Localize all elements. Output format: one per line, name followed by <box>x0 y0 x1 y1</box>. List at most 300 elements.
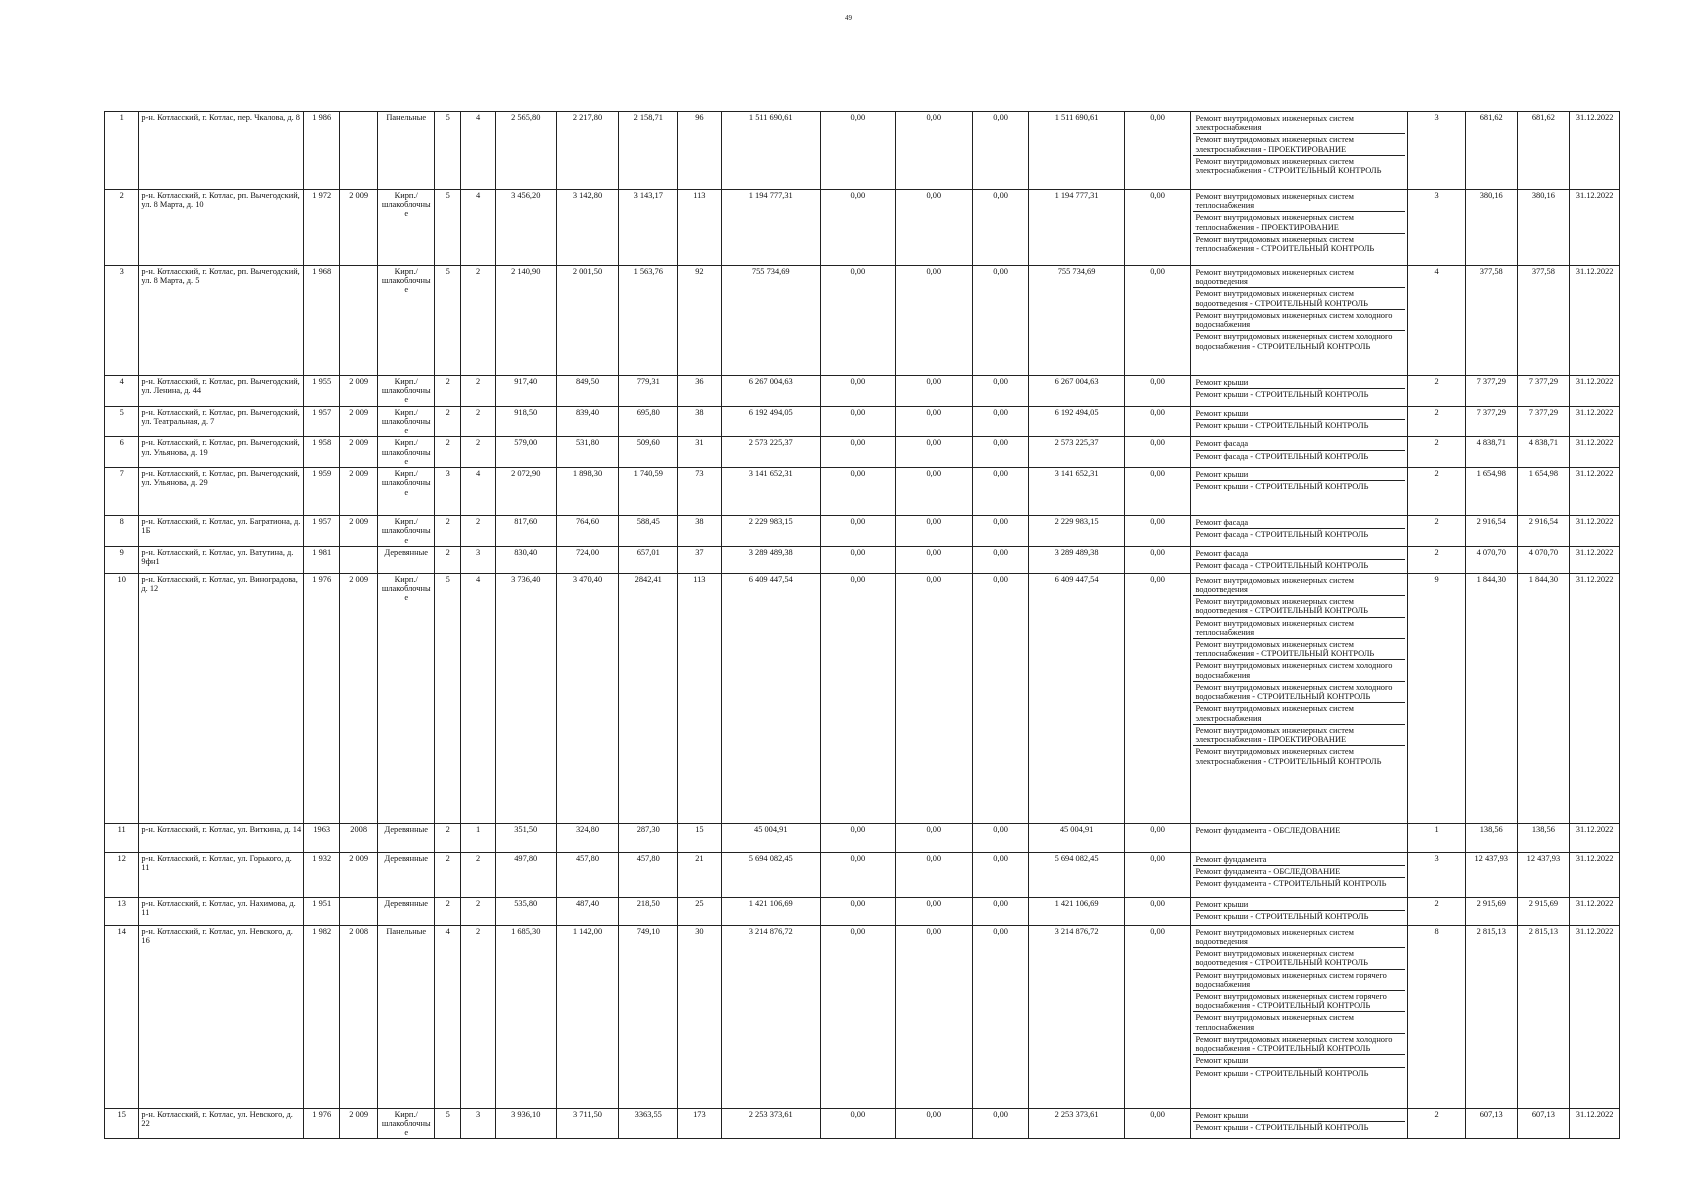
fund-municipal-cell: 0,00 <box>972 852 1029 897</box>
fund-federal-cell: 0,00 <box>820 547 895 573</box>
area-rooms-cell: 487,40 <box>556 897 619 925</box>
row-number: 1 <box>105 112 139 190</box>
unit-cost-cell: 2 815,13 <box>1465 925 1517 1108</box>
works-list-cell <box>1191 376 1408 407</box>
year-repair-cell: 2 009 <box>339 376 377 407</box>
table-row <box>105 376 1620 407</box>
year-built-cell: 1 968 <box>304 266 339 376</box>
max-cost-cell: 377,58 <box>1517 266 1570 376</box>
work-item: Ремонт фундамента - СТРОИТЕЛЬНЫЙ КОНТРОЛЬ <box>1195 879 1387 889</box>
entrances-cell: 2 <box>461 437 495 468</box>
works-count-cell: 1 <box>1408 823 1466 852</box>
work-item: Ремонт внутридомовых инженерных систем водоотведения - СТРОИТЕЛЬНЫЙ КОНТРОЛЬ <box>1193 948 1405 969</box>
repair-register-table <box>104 111 1620 1139</box>
table-row <box>105 190 1620 266</box>
fund-other-cell: 0,00 <box>1124 437 1191 468</box>
row-number: 13 <box>105 897 139 925</box>
fund-owners-cell: 1 194 777,31 <box>1029 190 1124 266</box>
work-item: Ремонт крыши - СТРОИТЕЛЬНЫЙ КОНТРОЛЬ <box>1195 1122 1369 1132</box>
work-item: Ремонт фундамента <box>1193 854 1405 866</box>
address-cell: р-н. Котласский, г. Котлас, ул. Горького, д. 11 <box>139 852 304 897</box>
area-rooms-cell: 3 711,50 <box>556 1108 619 1139</box>
wall-material-cell: Кирп./ шлакоблочные <box>378 516 435 547</box>
total-area-cell: 3 736,40 <box>495 573 556 823</box>
fund-federal-cell: 0,00 <box>820 573 895 823</box>
work-item: Ремонт внутридомовых инженерных систем холодного водоснабжения - СТРОИТЕЛЬНЫЙ КОНТРОЛЬ <box>1193 682 1405 703</box>
fund-regional-cell: 0,00 <box>895 266 972 376</box>
year-built-cell: 1 982 <box>304 925 339 1108</box>
fund-owners-cell: 1 511 690,61 <box>1029 112 1124 190</box>
fund-municipal-cell: 0,00 <box>972 573 1029 823</box>
entrances-cell: 2 <box>461 406 495 437</box>
work-item: Ремонт внутридомовых инженерных систем электроснабжения <box>1193 703 1405 724</box>
entrances-cell: 4 <box>461 112 495 190</box>
floors-cell: 4 <box>435 925 461 1108</box>
address-cell: р-н. Котласский, г. Котлас, ул. Нахимова, д. 11 <box>139 897 304 925</box>
fund-owners-cell: 3 214 876,72 <box>1029 925 1124 1108</box>
residents-cell: 96 <box>678 112 722 190</box>
fund-regional-cell: 0,00 <box>895 406 972 437</box>
fund-federal-cell: 0,00 <box>820 437 895 468</box>
row-number: 10 <box>105 573 139 823</box>
unit-cost-cell: 1 654,98 <box>1465 468 1517 516</box>
total-area-cell: 917,40 <box>495 376 556 407</box>
fund-other-cell: 0,00 <box>1124 823 1191 852</box>
table-row <box>105 406 1620 437</box>
area-rooms-cell: 839,40 <box>556 406 619 437</box>
work-item: Ремонт фасада <box>1193 548 1405 560</box>
year-repair-cell <box>339 547 377 573</box>
entrances-cell: 2 <box>461 852 495 897</box>
cost-total-cell: 6 192 494,05 <box>721 406 820 437</box>
work-item: Ремонт крыши - СТРОИТЕЛЬНЫЙ КОНТРОЛЬ <box>1195 390 1369 400</box>
address-cell: р-н. Котласский, г. Котлас, ул. Багратиона, д. 1Б <box>139 516 304 547</box>
fund-other-cell: 0,00 <box>1124 516 1191 547</box>
work-item: Ремонт фундамента - ОБСЛЕДОВАНИЕ <box>1193 866 1405 878</box>
address-cell: р-н. Котласский, г. Котлас, ул. Невского, д. 22 <box>139 1108 304 1139</box>
wall-material-cell: Кирп./ шлакоблочные <box>378 266 435 376</box>
works-list-cell <box>1191 112 1408 190</box>
residents-cell: 73 <box>678 468 722 516</box>
residents-cell: 25 <box>678 897 722 925</box>
works-list-cell <box>1191 925 1408 1108</box>
cost-total-cell: 6 409 447,54 <box>721 573 820 823</box>
year-built-cell: 1 972 <box>304 190 339 266</box>
work-item: Ремонт фундамента - ОБСЛЕДОВАНИЕ <box>1195 825 1341 835</box>
area-rooms-cell: 2 001,50 <box>556 266 619 376</box>
total-area-cell: 1 685,30 <box>495 925 556 1108</box>
total-area-cell: 918,50 <box>495 406 556 437</box>
works-list-cell <box>1191 468 1408 516</box>
work-item: Ремонт внутридомовых инженерных систем электроснабжения - ПРОЕКТИРОВАНИЕ <box>1193 725 1405 746</box>
work-item: Ремонт внутридомовых инженерных систем водоотведения - СТРОИТЕЛЬНЫЙ КОНТРОЛЬ <box>1193 288 1405 309</box>
works-count-cell: 3 <box>1408 190 1466 266</box>
fund-municipal-cell: 0,00 <box>972 897 1029 925</box>
cost-total-cell: 2 253 373,61 <box>721 1108 820 1139</box>
floors-cell: 5 <box>435 266 461 376</box>
area-rooms-cell: 324,80 <box>556 823 619 852</box>
row-number: 2 <box>105 190 139 266</box>
area-living-cell: 457,80 <box>619 852 678 897</box>
unit-cost-cell: 4 070,70 <box>1465 547 1517 573</box>
work-item: Ремонт фасада <box>1193 438 1405 450</box>
unit-cost-cell: 12 437,93 <box>1465 852 1517 897</box>
total-area-cell: 579,00 <box>495 437 556 468</box>
area-living-cell: 3 143,17 <box>619 190 678 266</box>
wall-material-cell: Кирп./ шлакоблочные <box>378 376 435 407</box>
cost-total-cell: 1 511 690,61 <box>721 112 820 190</box>
residents-cell: 21 <box>678 852 722 897</box>
fund-federal-cell: 0,00 <box>820 925 895 1108</box>
max-cost-cell: 138,56 <box>1517 823 1570 852</box>
fund-federal-cell: 0,00 <box>820 823 895 852</box>
fund-municipal-cell: 0,00 <box>972 190 1029 266</box>
row-number: 7 <box>105 468 139 516</box>
entrances-cell: 4 <box>461 468 495 516</box>
year-built-cell: 1 951 <box>304 897 339 925</box>
fund-federal-cell: 0,00 <box>820 406 895 437</box>
work-item: Ремонт крыши <box>1193 377 1405 389</box>
fund-municipal-cell: 0,00 <box>972 112 1029 190</box>
deadline-cell: 31.12.2022 <box>1570 266 1620 376</box>
address-cell: р-н. Котласский, г. Котлас, пер. Чкалова, д. 8 <box>139 112 304 190</box>
floors-cell: 2 <box>435 823 461 852</box>
residents-cell: 113 <box>678 573 722 823</box>
entrances-cell: 2 <box>461 376 495 407</box>
address-cell: р-н. Котласский, г. Котлас, ул. Виноградова, д. 12 <box>139 573 304 823</box>
works-count-cell: 2 <box>1408 1108 1466 1139</box>
year-repair-cell: 2 009 <box>339 516 377 547</box>
work-item: Ремонт внутридомовых инженерных систем водоотведения <box>1193 927 1405 948</box>
fund-federal-cell: 0,00 <box>820 852 895 897</box>
cost-total-cell: 1 421 106,69 <box>721 897 820 925</box>
fund-regional-cell: 0,00 <box>895 925 972 1108</box>
row-number: 9 <box>105 547 139 573</box>
table-row <box>105 547 1620 573</box>
fund-other-cell: 0,00 <box>1124 573 1191 823</box>
floors-cell: 2 <box>435 852 461 897</box>
fund-other-cell: 0,00 <box>1124 1108 1191 1139</box>
works-list-cell <box>1191 406 1408 437</box>
unit-cost-cell: 138,56 <box>1465 823 1517 852</box>
unit-cost-cell: 1 844,30 <box>1465 573 1517 823</box>
entrances-cell: 2 <box>461 516 495 547</box>
row-number: 15 <box>105 1108 139 1139</box>
work-item: Ремонт внутридомовых инженерных систем электроснабжения <box>1193 113 1405 134</box>
works-list-cell <box>1191 852 1408 897</box>
floors-cell: 2 <box>435 406 461 437</box>
area-rooms-cell: 724,00 <box>556 547 619 573</box>
max-cost-cell: 1 654,98 <box>1517 468 1570 516</box>
works-count-cell: 2 <box>1408 547 1466 573</box>
row-number: 4 <box>105 376 139 407</box>
residents-cell: 30 <box>678 925 722 1108</box>
fund-other-cell: 0,00 <box>1124 897 1191 925</box>
area-living-cell: 657,01 <box>619 547 678 573</box>
residents-cell: 31 <box>678 437 722 468</box>
unit-cost-cell: 681,62 <box>1465 112 1517 190</box>
fund-municipal-cell: 0,00 <box>972 823 1029 852</box>
work-item: Ремонт внутридомовых инженерных систем электроснабжения - СТРОИТЕЛЬНЫЙ КОНТРОЛЬ <box>1195 747 1382 766</box>
fund-federal-cell: 0,00 <box>820 190 895 266</box>
fund-regional-cell: 0,00 <box>895 823 972 852</box>
work-item: Ремонт внутридомовых инженерных систем водоотведения <box>1193 575 1405 596</box>
table-row <box>105 112 1620 190</box>
area-living-cell: 2842,41 <box>619 573 678 823</box>
work-item: Ремонт крыши - СТРОИТЕЛЬНЫЙ КОНТРОЛЬ <box>1195 420 1369 430</box>
work-item: Ремонт внутридомовых инженерных систем теплоснабжения - ПРОЕКТИРОВАНИЕ <box>1193 212 1405 233</box>
max-cost-cell: 607,13 <box>1517 1108 1570 1139</box>
work-item: Ремонт фасада - СТРОИТЕЛЬНЫЙ КОНТРОЛЬ <box>1195 530 1369 540</box>
fund-federal-cell: 0,00 <box>820 1108 895 1139</box>
floors-cell: 5 <box>435 573 461 823</box>
area-rooms-cell: 1 142,00 <box>556 925 619 1108</box>
address-cell: р-н. Котласский, г. Котлас, ул. Невского, д. 16 <box>139 925 304 1108</box>
area-living-cell: 3363,55 <box>619 1108 678 1139</box>
deadline-cell: 31.12.2022 <box>1570 406 1620 437</box>
address-cell: р-н. Котласский, г. Котлас, рп. Вычегодский, ул. Театральная, д. 7 <box>139 406 304 437</box>
address-cell: р-н. Котласский, г. Котлас, ул. Виткина, д. 14 <box>139 823 304 852</box>
fund-municipal-cell: 0,00 <box>972 1108 1029 1139</box>
wall-material-cell: Кирп./ шлакоблочные <box>378 468 435 516</box>
fund-other-cell: 0,00 <box>1124 406 1191 437</box>
deadline-cell: 31.12.2022 <box>1570 190 1620 266</box>
fund-regional-cell: 0,00 <box>895 852 972 897</box>
entrances-cell: 3 <box>461 1108 495 1139</box>
total-area-cell: 3 456,20 <box>495 190 556 266</box>
deadline-cell: 31.12.2022 <box>1570 376 1620 407</box>
fund-owners-cell: 2 229 983,15 <box>1029 516 1124 547</box>
max-cost-cell: 380,16 <box>1517 190 1570 266</box>
year-built-cell: 1 958 <box>304 437 339 468</box>
wall-material-cell: Кирп./ шлакоблочные <box>378 406 435 437</box>
total-area-cell: 535,80 <box>495 897 556 925</box>
fund-federal-cell: 0,00 <box>820 266 895 376</box>
unit-cost-cell: 380,16 <box>1465 190 1517 266</box>
fund-other-cell: 0,00 <box>1124 266 1191 376</box>
total-area-cell: 817,60 <box>495 516 556 547</box>
wall-material-cell: Деревянные <box>378 852 435 897</box>
year-built-cell: 1 957 <box>304 516 339 547</box>
fund-regional-cell: 0,00 <box>895 573 972 823</box>
entrances-cell: 4 <box>461 573 495 823</box>
fund-regional-cell: 0,00 <box>895 190 972 266</box>
table-row <box>105 852 1620 897</box>
works-list-cell <box>1191 516 1408 547</box>
year-repair-cell: 2 009 <box>339 1108 377 1139</box>
works-count-cell: 2 <box>1408 406 1466 437</box>
works-count-cell: 2 <box>1408 897 1466 925</box>
works-count-cell: 3 <box>1408 852 1466 897</box>
row-number: 3 <box>105 266 139 376</box>
works-count-cell: 2 <box>1408 468 1466 516</box>
fund-regional-cell: 0,00 <box>895 437 972 468</box>
area-living-cell: 749,10 <box>619 925 678 1108</box>
total-area-cell: 2 140,90 <box>495 266 556 376</box>
fund-regional-cell: 0,00 <box>895 376 972 407</box>
entrances-cell: 4 <box>461 190 495 266</box>
area-living-cell: 2 158,71 <box>619 112 678 190</box>
fund-owners-cell: 2 253 373,61 <box>1029 1108 1124 1139</box>
year-built-cell: 1 957 <box>304 406 339 437</box>
table-row <box>105 468 1620 516</box>
row-number: 8 <box>105 516 139 547</box>
area-living-cell: 218,50 <box>619 897 678 925</box>
entrances-cell: 2 <box>461 266 495 376</box>
fund-municipal-cell: 0,00 <box>972 376 1029 407</box>
fund-owners-cell: 45 004,91 <box>1029 823 1124 852</box>
wall-material-cell: Кирп./ шлакоблочные <box>378 1108 435 1139</box>
row-number: 12 <box>105 852 139 897</box>
year-repair-cell: 2 009 <box>339 573 377 823</box>
year-repair-cell: 2 008 <box>339 925 377 1108</box>
fund-regional-cell: 0,00 <box>895 516 972 547</box>
unit-cost-cell: 7 377,29 <box>1465 406 1517 437</box>
deadline-cell: 31.12.2022 <box>1570 852 1620 897</box>
deadline-cell: 31.12.2022 <box>1570 547 1620 573</box>
work-item: Ремонт крыши - СТРОИТЕЛЬНЫЙ КОНТРОЛЬ <box>1195 482 1369 492</box>
year-repair-cell <box>339 266 377 376</box>
area-living-cell: 695,80 <box>619 406 678 437</box>
area-living-cell: 509,60 <box>619 437 678 468</box>
fund-municipal-cell: 0,00 <box>972 468 1029 516</box>
cost-total-cell: 5 694 082,45 <box>721 852 820 897</box>
year-repair-cell: 2 009 <box>339 437 377 468</box>
fund-other-cell: 0,00 <box>1124 376 1191 407</box>
deadline-cell: 31.12.2022 <box>1570 823 1620 852</box>
fund-owners-cell: 3 289 489,38 <box>1029 547 1124 573</box>
year-built-cell: 1 981 <box>304 547 339 573</box>
deadline-cell: 31.12.2022 <box>1570 468 1620 516</box>
fund-regional-cell: 0,00 <box>895 897 972 925</box>
fund-owners-cell: 755 734,69 <box>1029 266 1124 376</box>
year-built-cell: 1 976 <box>304 1108 339 1139</box>
year-repair-cell: 2008 <box>339 823 377 852</box>
total-area-cell: 351,50 <box>495 823 556 852</box>
year-built-cell: 1 932 <box>304 852 339 897</box>
area-rooms-cell: 3 142,80 <box>556 190 619 266</box>
fund-federal-cell: 0,00 <box>820 468 895 516</box>
works-list-cell <box>1191 266 1408 376</box>
fund-owners-cell: 6 267 004,63 <box>1029 376 1124 407</box>
wall-material-cell: Кирп./ шлакоблочные <box>378 190 435 266</box>
deadline-cell: 31.12.2022 <box>1570 516 1620 547</box>
table-row <box>105 573 1620 823</box>
area-living-cell: 287,30 <box>619 823 678 852</box>
unit-cost-cell: 4 838,71 <box>1465 437 1517 468</box>
year-repair-cell: 2 009 <box>339 190 377 266</box>
work-item: Ремонт крыши <box>1193 408 1405 420</box>
row-number: 14 <box>105 925 139 1108</box>
entrances-cell: 2 <box>461 925 495 1108</box>
wall-material-cell: Панельные <box>378 112 435 190</box>
fund-owners-cell: 5 694 082,45 <box>1029 852 1124 897</box>
year-repair-cell <box>339 112 377 190</box>
area-rooms-cell: 764,60 <box>556 516 619 547</box>
year-built-cell: 1 959 <box>304 468 339 516</box>
fund-other-cell: 0,00 <box>1124 547 1191 573</box>
work-item: Ремонт внутридомовых инженерных систем холодного водоснабжения - СТРОИТЕЛЬНЫЙ КОНТРОЛЬ <box>1195 332 1393 351</box>
residents-cell: 92 <box>678 266 722 376</box>
table-row <box>105 1108 1620 1139</box>
cost-total-cell: 3 214 876,72 <box>721 925 820 1108</box>
cost-total-cell: 2 573 225,37 <box>721 437 820 468</box>
table-row <box>105 897 1620 925</box>
fund-regional-cell: 0,00 <box>895 1108 972 1139</box>
max-cost-cell: 2 815,13 <box>1517 925 1570 1108</box>
floors-cell: 5 <box>435 1108 461 1139</box>
total-area-cell: 3 936,10 <box>495 1108 556 1139</box>
works-list-cell <box>1191 190 1408 266</box>
work-item: Ремонт внутридомовых инженерных систем электроснабжения - СТРОИТЕЛЬНЫЙ КОНТРОЛЬ <box>1195 156 1382 176</box>
address-cell: р-н. Котласский, г. Котлас, рп. Вычегодский, ул. Ульянова, д. 29 <box>139 468 304 516</box>
total-area-cell: 497,80 <box>495 852 556 897</box>
max-cost-cell: 1 844,30 <box>1517 573 1570 823</box>
fund-municipal-cell: 0,00 <box>972 406 1029 437</box>
entrances-cell: 1 <box>461 823 495 852</box>
deadline-cell: 31.12.2022 <box>1570 1108 1620 1139</box>
fund-owners-cell: 6 192 494,05 <box>1029 406 1124 437</box>
work-item: Ремонт внутридомовых инженерных систем водоотведения <box>1193 267 1405 288</box>
fund-federal-cell: 0,00 <box>820 112 895 190</box>
fund-federal-cell: 0,00 <box>820 516 895 547</box>
fund-federal-cell: 0,00 <box>820 897 895 925</box>
floors-cell: 2 <box>435 547 461 573</box>
year-built-cell: 1 955 <box>304 376 339 407</box>
area-living-cell: 588,45 <box>619 516 678 547</box>
cost-total-cell: 755 734,69 <box>721 266 820 376</box>
work-item: Ремонт крыши <box>1193 469 1405 481</box>
work-item: Ремонт крыши <box>1193 1110 1405 1122</box>
work-item: Ремонт фасада - СТРОИТЕЛЬНЫЙ КОНТРОЛЬ <box>1195 561 1369 571</box>
year-repair-cell: 2 009 <box>339 406 377 437</box>
year-built-cell: 1963 <box>304 823 339 852</box>
residents-cell: 15 <box>678 823 722 852</box>
wall-material-cell: Кирп./ шлакоблочные <box>378 573 435 823</box>
fund-municipal-cell: 0,00 <box>972 266 1029 376</box>
floors-cell: 2 <box>435 376 461 407</box>
works-list-cell <box>1191 897 1408 925</box>
floors-cell: 5 <box>435 112 461 190</box>
cost-total-cell: 6 267 004,63 <box>721 376 820 407</box>
works-count-cell: 3 <box>1408 112 1466 190</box>
fund-other-cell: 0,00 <box>1124 112 1191 190</box>
address-cell: р-н. Котласский, г. Котлас, рп. Вычегодский, ул. Ульянова, д. 19 <box>139 437 304 468</box>
max-cost-cell: 2 916,54 <box>1517 516 1570 547</box>
max-cost-cell: 4 070,70 <box>1517 547 1570 573</box>
fund-owners-cell: 6 409 447,54 <box>1029 573 1124 823</box>
works-count-cell: 2 <box>1408 437 1466 468</box>
page-number: 49 <box>845 14 852 22</box>
max-cost-cell: 7 377,29 <box>1517 406 1570 437</box>
max-cost-cell: 681,62 <box>1517 112 1570 190</box>
area-rooms-cell: 1 898,30 <box>556 468 619 516</box>
unit-cost-cell: 7 377,29 <box>1465 376 1517 407</box>
fund-owners-cell: 2 573 225,37 <box>1029 437 1124 468</box>
area-rooms-cell: 3 470,40 <box>556 573 619 823</box>
deadline-cell: 31.12.2022 <box>1570 112 1620 190</box>
residents-cell: 173 <box>678 1108 722 1139</box>
work-item: Ремонт внутридомовых инженерных систем водоотведения - СТРОИТЕЛЬНЫЙ КОНТРОЛЬ <box>1193 596 1405 617</box>
cost-total-cell: 45 004,91 <box>721 823 820 852</box>
area-rooms-cell: 2 217,80 <box>556 112 619 190</box>
address-cell: р-н. Котласский, г. Котлас, ул. Ватутина, д. 9фн1 <box>139 547 304 573</box>
year-repair-cell: 2 009 <box>339 468 377 516</box>
cost-total-cell: 3 141 652,31 <box>721 468 820 516</box>
cost-total-cell: 2 229 983,15 <box>721 516 820 547</box>
work-item: Ремонт внутридомовых инженерных систем теплоснабжения <box>1193 1012 1405 1033</box>
row-number: 11 <box>105 823 139 852</box>
